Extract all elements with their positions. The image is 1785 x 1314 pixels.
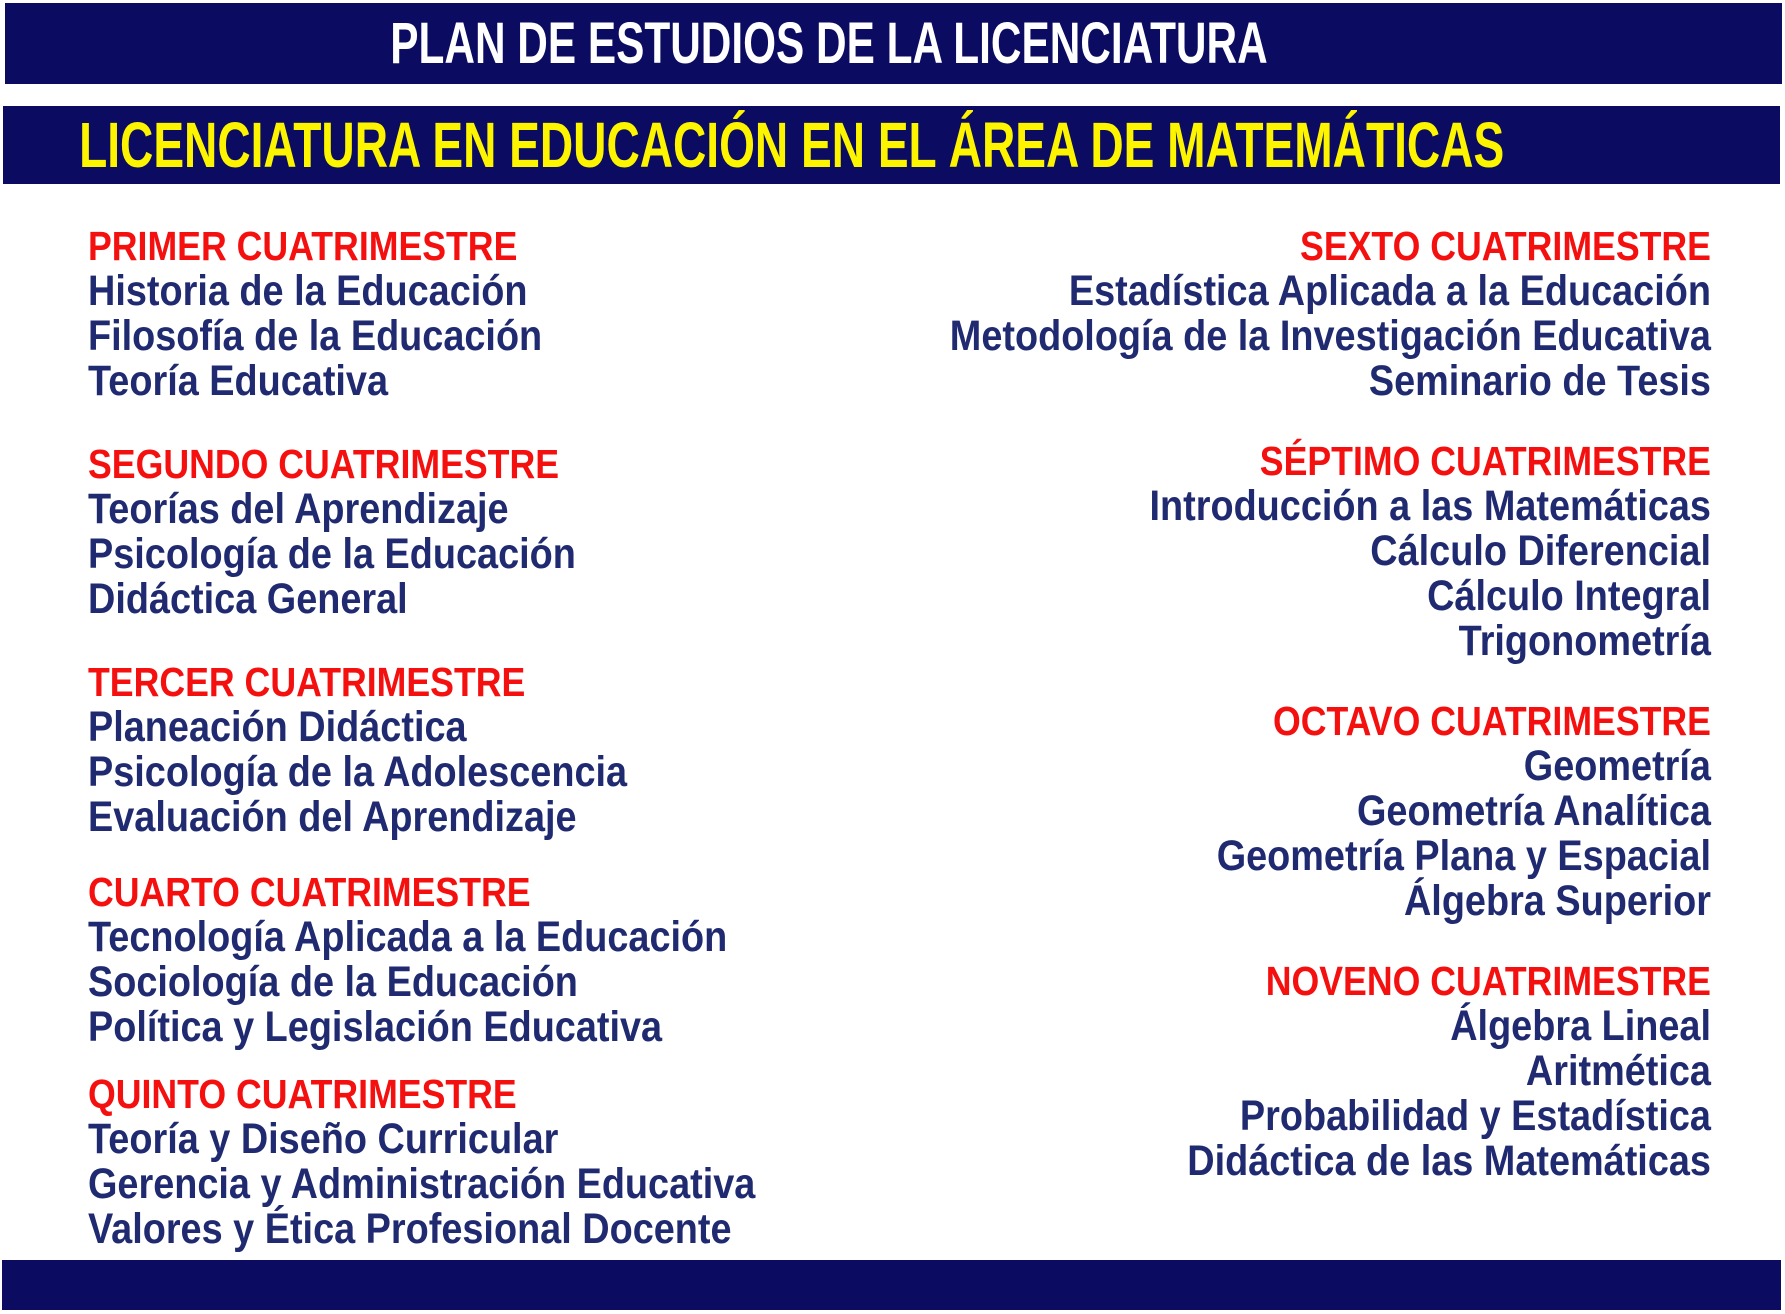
course-item: Gerencia y Administración Educativa bbox=[88, 1160, 756, 1208]
course-item: Geometría Analítica bbox=[1357, 787, 1712, 835]
section-header: QUINTO CUATRIMESTRE bbox=[88, 1071, 517, 1117]
section-header: TERCER CUATRIMESTRE bbox=[88, 659, 526, 705]
course-item: Geometría Plana y Espacial bbox=[1217, 832, 1712, 880]
section-septimo-cuatrimestre bbox=[846, 439, 1711, 664]
section-header: OCTAVO CUATRIMESTRE bbox=[1273, 698, 1712, 744]
section-header: SÉPTIMO CUATRIMESTRE bbox=[1260, 438, 1712, 484]
course-item: Aritmética bbox=[1526, 1047, 1712, 1095]
section-header: CUARTO CUATRIMESTRE bbox=[88, 869, 531, 915]
course-item: Filosofía de la Educación bbox=[88, 312, 543, 360]
section-header: SEXTO CUATRIMESTRE bbox=[1300, 223, 1712, 269]
bottom-bar bbox=[2, 1260, 1781, 1310]
course-item: Psicología de la Educación bbox=[88, 530, 576, 578]
course-item: Psicología de la Adolescencia bbox=[88, 748, 628, 796]
section-segundo-cuatrimestre bbox=[88, 442, 846, 622]
column-right bbox=[846, 224, 1711, 1260]
section-tercer-cuatrimestre bbox=[88, 660, 846, 840]
course-item: Cálculo Integral bbox=[1427, 572, 1712, 620]
subtitle-bar bbox=[3, 106, 1780, 184]
course-item: Didáctica de las Matemáticas bbox=[1187, 1137, 1712, 1185]
section-header: PRIMER CUATRIMESTRE bbox=[88, 223, 518, 269]
title-bar bbox=[5, 3, 1782, 84]
column-left bbox=[88, 224, 846, 1260]
course-item: Probabilidad y Estadística bbox=[1240, 1092, 1712, 1140]
course-item: Didáctica General bbox=[88, 575, 408, 623]
section-octavo-cuatrimestre bbox=[846, 699, 1711, 924]
course-item: Política y Legislación Educativa bbox=[88, 1003, 663, 1051]
section-sexto-cuatrimestre bbox=[846, 224, 1711, 404]
section-header: SEGUNDO CUATRIMESTRE bbox=[88, 441, 559, 487]
curriculum bbox=[0, 184, 1785, 1260]
degree-title: LICENCIATURA EN EDUCACIÓN EN EL ÁREA DE MATEMÁTICAS bbox=[78, 109, 1505, 181]
section-quinto-cuatrimestre bbox=[88, 1072, 846, 1252]
section-header: NOVENO CUATRIMESTRE bbox=[1266, 958, 1712, 1004]
section-primer-cuatrimestre bbox=[88, 224, 846, 404]
course-item: Historia de la Educación bbox=[88, 267, 528, 315]
page-title: PLAN DE ESTUDIOS DE LA LICENCIATURA bbox=[389, 11, 1268, 76]
course-item: Introducción a las Matemáticas bbox=[1149, 482, 1712, 530]
course-item: Sociología de la Educación bbox=[88, 958, 578, 1006]
course-item: Teorías del Aprendizaje bbox=[88, 485, 509, 533]
course-item: Valores y Ética Profesional Docente bbox=[88, 1205, 732, 1253]
course-item: Metodología de la Investigación Educativa bbox=[950, 312, 1712, 360]
course-item: Teoría Educativa bbox=[88, 357, 389, 405]
course-item: Álgebra Superior bbox=[1404, 877, 1712, 925]
course-item: Teoría y Diseño Curricular bbox=[88, 1115, 559, 1163]
section-noveno-cuatrimestre bbox=[846, 959, 1711, 1184]
course-item: Trigonometría bbox=[1459, 617, 1712, 665]
section-cuarto-cuatrimestre bbox=[88, 870, 846, 1050]
course-item: Álgebra Lineal bbox=[1450, 1002, 1712, 1050]
course-item: Planeación Didáctica bbox=[88, 703, 467, 751]
course-item: Tecnología Aplicada a la Educación bbox=[88, 913, 728, 961]
course-item: Cálculo Diferencial bbox=[1370, 527, 1712, 575]
course-item: Geometría bbox=[1524, 742, 1712, 790]
course-item: Evaluación del Aprendizaje bbox=[88, 793, 577, 841]
course-item: Estadística Aplicada a la Educación bbox=[1069, 267, 1712, 315]
course-item: Seminario de Tesis bbox=[1369, 357, 1712, 405]
